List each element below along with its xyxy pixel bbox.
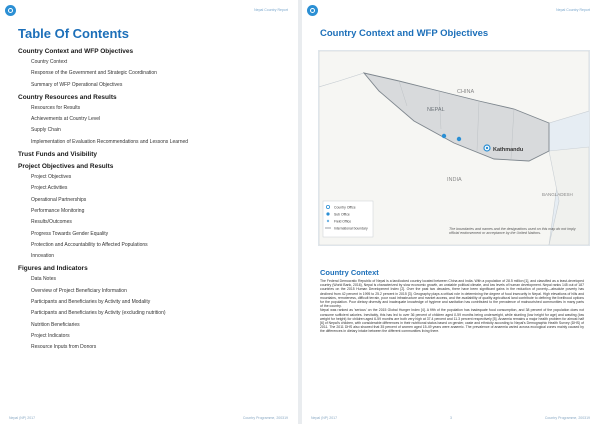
toc-item[interactable]: Participants and Beneficiaries by Activity and Modality bbox=[31, 299, 151, 306]
bangladesh-label: BANGLADESH bbox=[542, 192, 573, 197]
content-page bbox=[302, 0, 600, 424]
body-paragraph: Nepal was ranked as 'serious' on the 2015 Global Hunger Index [4]. A fifth of the population has inadequate food consumption, and 38 percent of the population does not consume sufficient calories. Inevitably, this has led to over 36 percent of children aged 0-59 months being underweight, while stunting (low height for age) and wasting (low weight for height) for children aged 6-59 months are both very high at 37.4 percent and 11.3 percent respectively [5]. Anaemia remains a major health problem for almost half [6] of Nepal's children, with considerable differences in their nutritional status based on gender, caste and ethnicity according to Nepal's Demographic Health Survey (DHS) of 2011. The 2011 DHS also showed that 35 percent of women aged 15-49 years were anaemic. The prevalence of anaemia varied across ecological zones mainly caused by the differences in dietary intake between the different communities living there. bbox=[320, 308, 584, 334]
toc-item[interactable]: Supply Chain bbox=[31, 127, 61, 134]
running-header: Nepal Country Report bbox=[556, 8, 590, 12]
toc-item[interactable]: Data Notes bbox=[31, 276, 57, 283]
legend-field-office-icon bbox=[327, 220, 329, 222]
map-disclaimer: The boundaries and names and the designations used on this map do not imply official endorsement or acceptance by the United Nations. bbox=[449, 227, 576, 236]
toc-item[interactable]: Operational Partnerships bbox=[31, 196, 87, 203]
footer-right: Country Programme, 200319 bbox=[242, 416, 288, 420]
toc-item[interactable]: Project Indicators bbox=[31, 332, 70, 339]
legend-item: Field Office bbox=[334, 219, 352, 224]
toc-item[interactable]: Protection and Accountability to Affected Populations bbox=[31, 241, 148, 248]
toc-section-heading[interactable]: Project Objectives and Results bbox=[18, 163, 114, 171]
toc-page bbox=[0, 0, 298, 424]
nepal-map bbox=[318, 50, 590, 246]
nepal-label: NEPAL bbox=[427, 107, 445, 113]
map-disclaimer-container bbox=[449, 227, 585, 243]
china-label: CHINA bbox=[457, 89, 475, 95]
country-office-marker-dot bbox=[486, 147, 488, 149]
legend-item: Sub Office bbox=[334, 212, 350, 217]
toc-item[interactable]: Results/Outcomes bbox=[31, 219, 72, 226]
body-paragraph: The Federal Democratic Republic of Nepal is a landlocked country located between China and India. With a population of 28.5 million [1], and classified as a least-developed country (World Bank, 2016), Nepal is characterized by slow economic growth, an unstable political climate, and low levels of human development. Nepal ranks 145 out of 187 countries on the 2015 Human Development Index [2]. Over the past two decades, there have been significant gains in the reduction of poverty—absolute poverty has declined from 42 percent in 1995 to 25.2 percent in 2015 [3]. Geography plays a critical role in determining the degree of food insecurity in Nepal. High elevations of hills and mountains, remoteness, difficult terrain, poor road infrastructure and market access, and the availability of quality agricultural land contribute to defining the livelihood options for the population. Poor dietary diversity and inadequate knowledge of hygiene and sanitation has contributed to the prevalence of malnourished communities in many parts of the country. bbox=[320, 279, 584, 309]
toc-item[interactable]: Achievements at Country Level bbox=[31, 116, 101, 123]
india-label: INDIA bbox=[447, 177, 462, 183]
toc-item[interactable]: Country Context bbox=[31, 59, 68, 65]
legend-sub-office-icon bbox=[326, 212, 329, 215]
office-marker bbox=[442, 134, 446, 138]
office-marker bbox=[457, 137, 461, 141]
country-context-title: Country Context bbox=[320, 268, 379, 277]
toc-item[interactable]: Nutrition Beneficiaries bbox=[31, 321, 80, 328]
page-number: 3 bbox=[450, 416, 452, 420]
section-title: Country Context and WFP Objectives bbox=[320, 28, 489, 39]
footer-left: Nepal (NP) 2017 bbox=[311, 416, 338, 420]
toc-item[interactable]: Innovation bbox=[31, 253, 55, 260]
toc-section-heading[interactable]: Figures and Indicators bbox=[18, 265, 88, 273]
wfp-logo-icon bbox=[307, 5, 318, 16]
legend-item: International boundary bbox=[334, 226, 368, 231]
kathmandu-label: Kathmandu bbox=[493, 147, 524, 153]
toc-item[interactable]: Progress Towards Gender Equality bbox=[31, 230, 109, 237]
toc-item[interactable]: Overview of Project Beneficiary Information bbox=[31, 287, 127, 294]
legend-country-office-icon bbox=[326, 205, 329, 208]
toc-item[interactable]: Participants and Beneficiaries by Activity (excluding nutrition) bbox=[31, 310, 166, 317]
toc-item[interactable]: Project Objectives bbox=[31, 174, 72, 181]
running-header: Nepal Country Report bbox=[254, 8, 288, 12]
toc-item[interactable]: Resources for Results bbox=[31, 104, 81, 111]
toc-item[interactable]: Resource Inputs from Donors bbox=[31, 344, 97, 351]
toc-title: Table Of Contents bbox=[18, 26, 129, 41]
toc-item[interactable]: Performance Monitoring bbox=[31, 207, 85, 214]
wfp-logo-icon bbox=[5, 5, 16, 16]
country-context-body bbox=[320, 279, 584, 334]
toc-item[interactable]: Summary of WFP Operational Objectives bbox=[31, 81, 123, 88]
toc-item[interactable]: Response of the Government and Strategic Coordination bbox=[31, 70, 157, 77]
toc-section-heading[interactable]: Country Context and WFP Objectives bbox=[18, 48, 134, 55]
toc-item[interactable]: Implementation of Evaluation Recommendations and Lessons Learned bbox=[31, 138, 189, 145]
footer-right: Country Programme, 200319 bbox=[544, 416, 590, 420]
map-svg bbox=[319, 51, 589, 245]
toc-section-heading[interactable]: Country Resources and Results bbox=[18, 93, 117, 101]
table-of-contents bbox=[18, 45, 293, 354]
toc-section-heading[interactable]: Trust Funds and Visibility bbox=[18, 151, 97, 159]
toc-item[interactable]: Project Activities bbox=[31, 185, 68, 192]
legend-item: Country Office bbox=[334, 205, 356, 210]
footer-left: Nepal (NP) 2017 bbox=[9, 416, 36, 420]
